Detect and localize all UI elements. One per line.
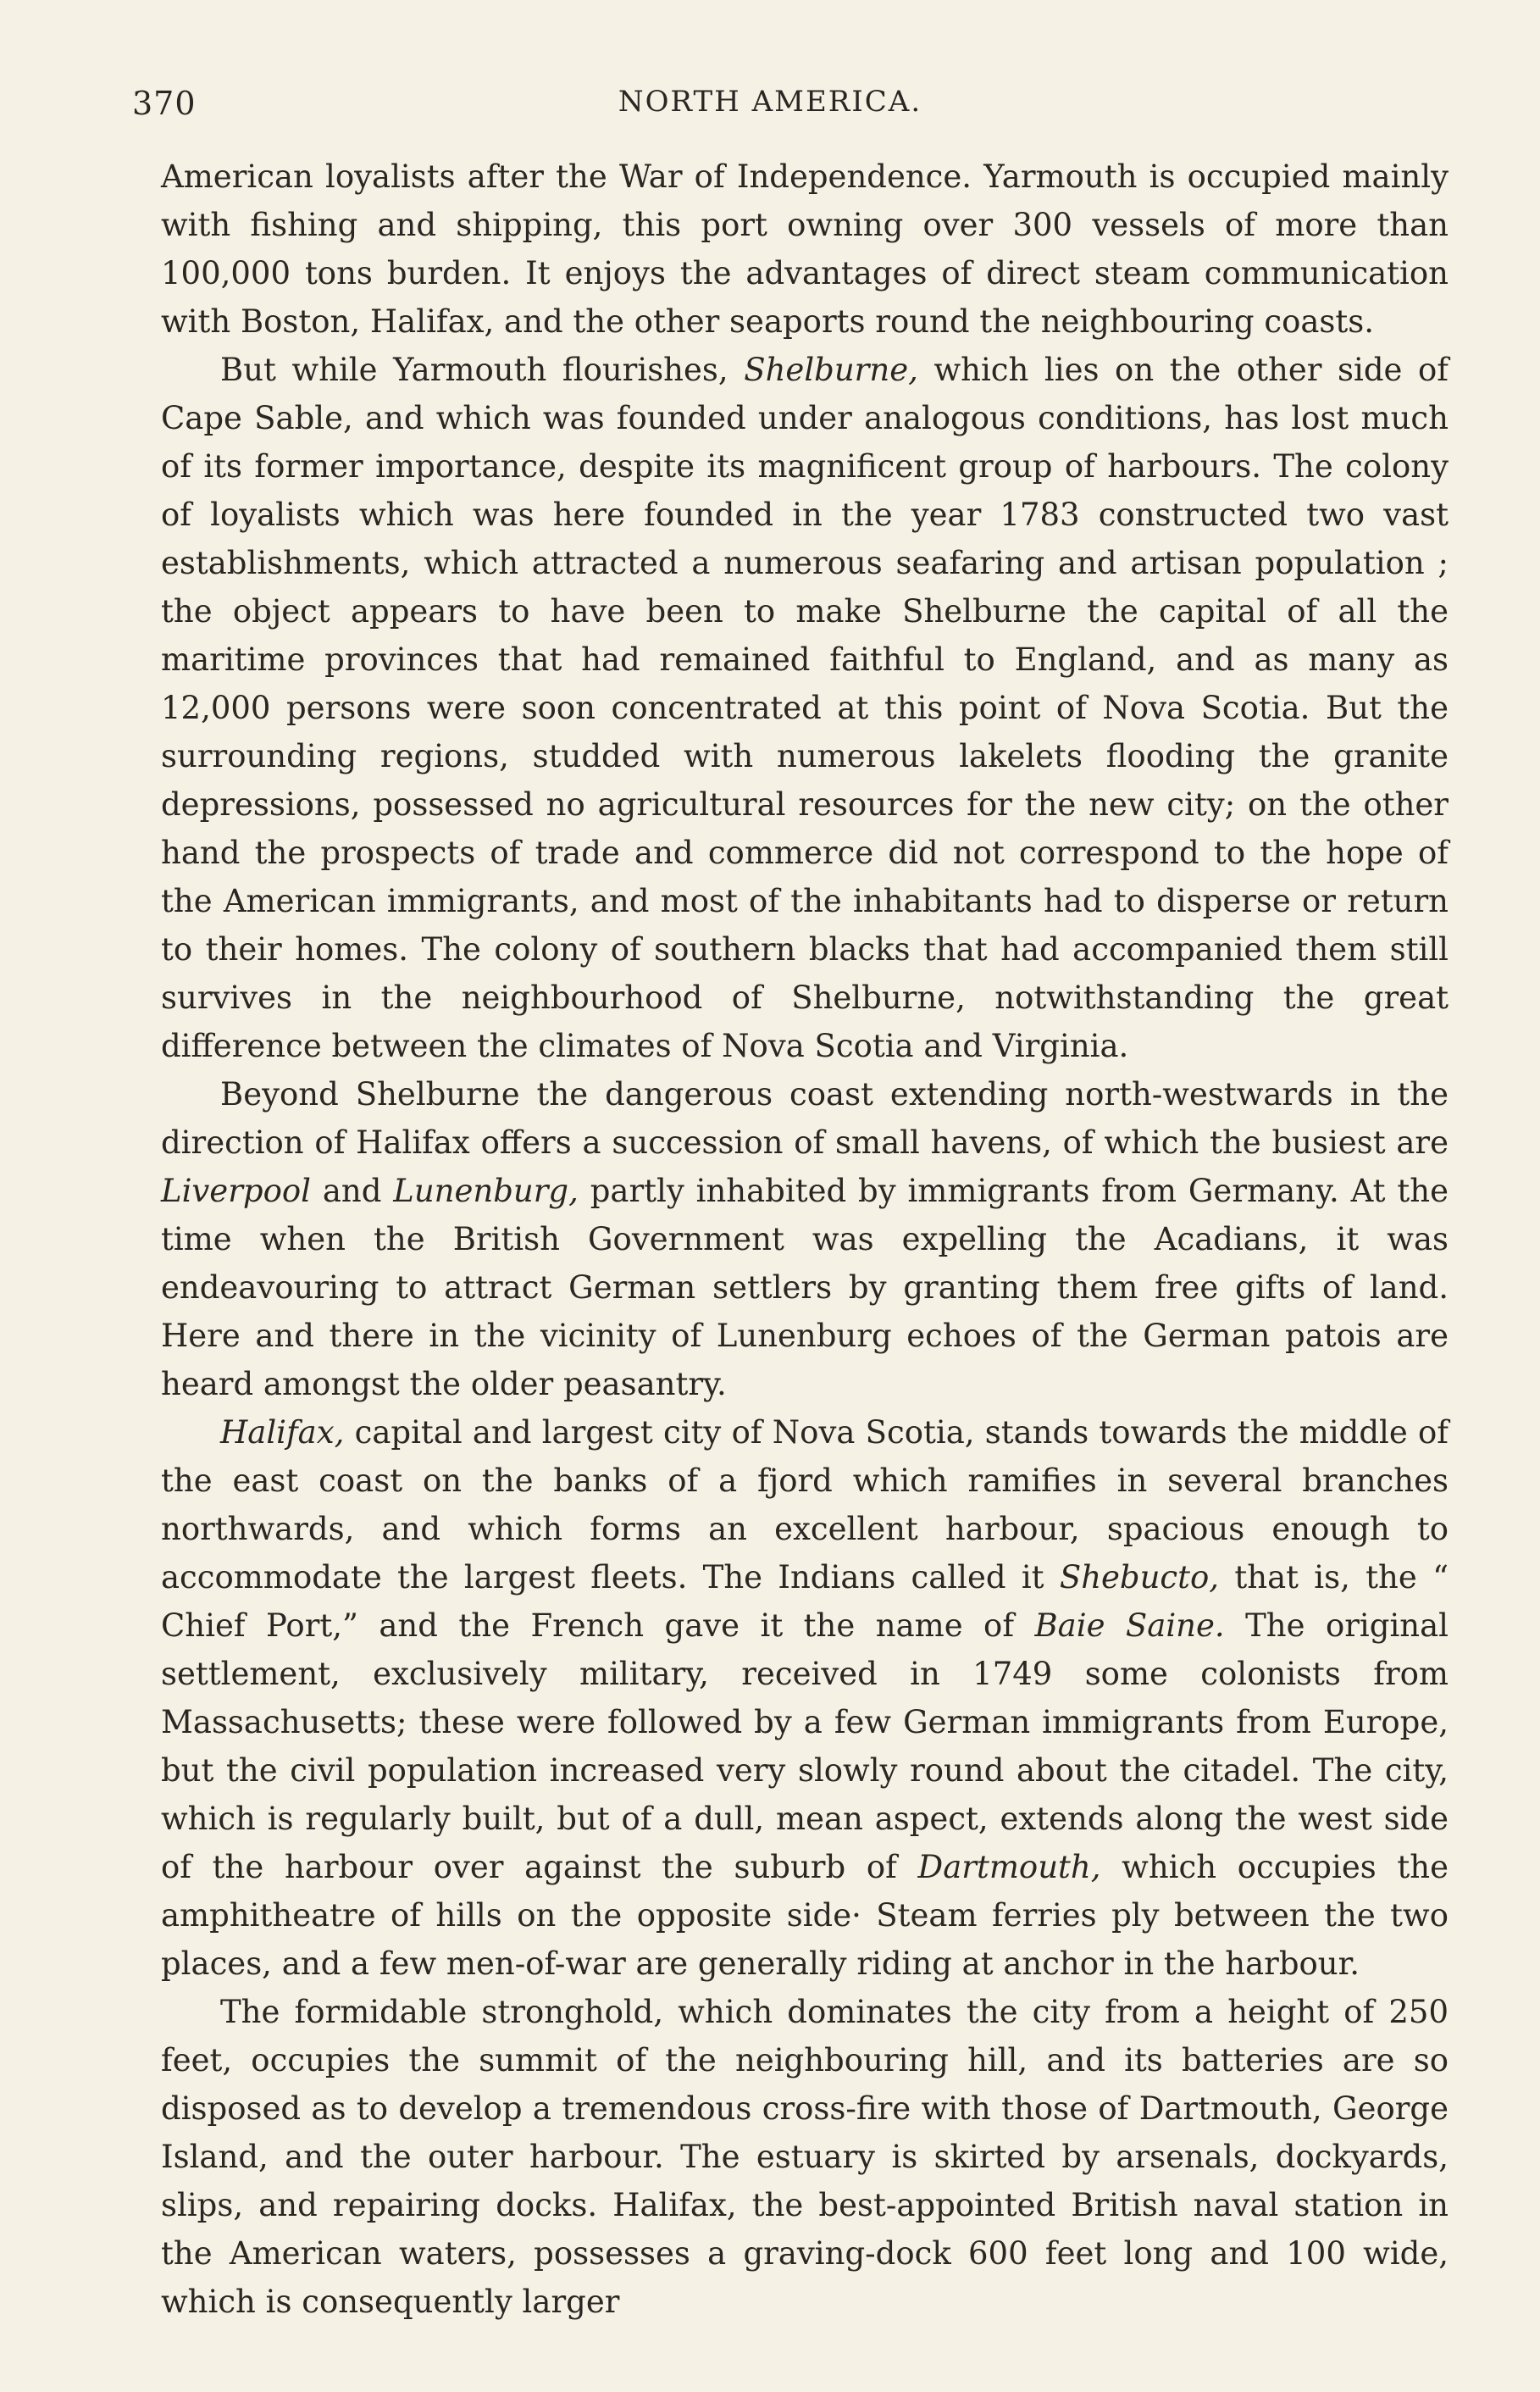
italic-place-name: Lunenburg, — [393, 1173, 579, 1209]
italic-place-name: Liverpool — [161, 1173, 311, 1209]
text-run: American loyalists after the War of Independence. Yarmouth is occupied mainly with fishing and shipping, this port owning over 300 vessels of more than 100,000 tons burden. It enjoys the advantages of direct steam communication with Boston, Halifax, and the other seaports round the neighbouring coasts. — [161, 158, 1449, 340]
paragraph-5 — [161, 1988, 1449, 2326]
text-run: and — [310, 1173, 394, 1209]
text-run: which lies on the other side of Cape Sable, and which was founded under analogous conditions, has lost much of its former importance, despite its magnificent group of harbours. The colony of loyalists which was here founded in the year 1783 constructed two vast establishments, which attracted a numerous seafaring and artisan population ; the object appears to have been to make Shelburne the capital of all the maritime provinces that had remained faithful to England, and as many as 12,000 persons were soon concentrated at this point of Nova Scotia. But the surrounding regions, studded with numerous lakelets flooding the granite depressions, possessed no agricultural resources for the new city; on the other hand the prospects of trade and commerce did not correspond to the hope of the American immigrants, and most of the inhabitants had to disperse or return to their homes. The colony of southern blacks that had accompanied them still survives in the neighbourhood of Shelburne, notwithstanding the great difference between the climates of Nova Scotia and Virginia. — [161, 352, 1449, 1064]
italic-place-name: Halifax, — [220, 1414, 345, 1451]
text-run: The formidable stronghold, which dominates the city from a height of 250 feet, occupies the summit of the neighbouring hill, and its batteries are so disposed as to develop a tremendous cross-fire with those of Dartmouth, George Island, and the outer harbour. The estuary is skirted by arsenals, dockyards, slips, and repairing docks. Halifax, the best-appointed British naval station in the American waters, possesses a graving-dock 600 feet long and 100 wide, which is consequently larger — [161, 1994, 1449, 2320]
paragraph-1 — [161, 153, 1449, 346]
paragraph-2 — [161, 346, 1449, 1070]
text-run: partly inhabited by immigrants from Germany. At the time when the British Government was expelling the Acadians, it was endeavouring to attract German settlers by granting them free gifts of land. Here and there in the vicinity of Lunenburg echoes of the German patois are heard amongst the older peasantry. — [161, 1173, 1449, 1402]
text-run: which occupies the amphitheatre of hills on the opposite side· Steam ferries ply between the two places, and a few men-of-war are generally riding at anchor in the harbour. — [161, 1849, 1449, 1982]
italic-place-name: Shebucto, — [1059, 1559, 1220, 1596]
text-run: Beyond Shelburne the dangerous coast extending north-westwards in the direction of Halifax offers a succession of small havens, of which the busiest are — [161, 1076, 1449, 1161]
paragraph-4 — [161, 1408, 1449, 1988]
paragraph-3 — [161, 1070, 1449, 1408]
text-run: The original settlement, exclusively military, received in 1749 some colonists from Massachusetts; these were followed by a few German immigrants from Europe, but the civil population increased very slowly round about the citadel. The city, which is regularly built, but of a dull, mean aspect, extends along the west side of the harbour over against the suburb of — [161, 1607, 1449, 1885]
body-text — [161, 153, 1449, 2326]
text-run: that is, the “ Chief Port,” and the French gave it the name of — [161, 1559, 1449, 1644]
text-run: capital and largest city of Nova Scotia, stands towards the middle of the east coast on the banks of a fjord which ramifies in several branches northwards, and which forms an excellent harbour, spacious enough to accommodate the largest fleets. The Indians called it — [161, 1414, 1449, 1596]
running-head: NORTH AMERICA. — [618, 85, 922, 119]
text-run: But while Yarmouth flourishes, — [220, 352, 745, 388]
italic-place-name: Shelburne, — [744, 352, 918, 388]
italic-place-name: Dartmouth, — [917, 1849, 1101, 1885]
page-number: 370 — [132, 85, 197, 122]
italic-place-name: Baie Saine. — [1034, 1607, 1225, 1644]
